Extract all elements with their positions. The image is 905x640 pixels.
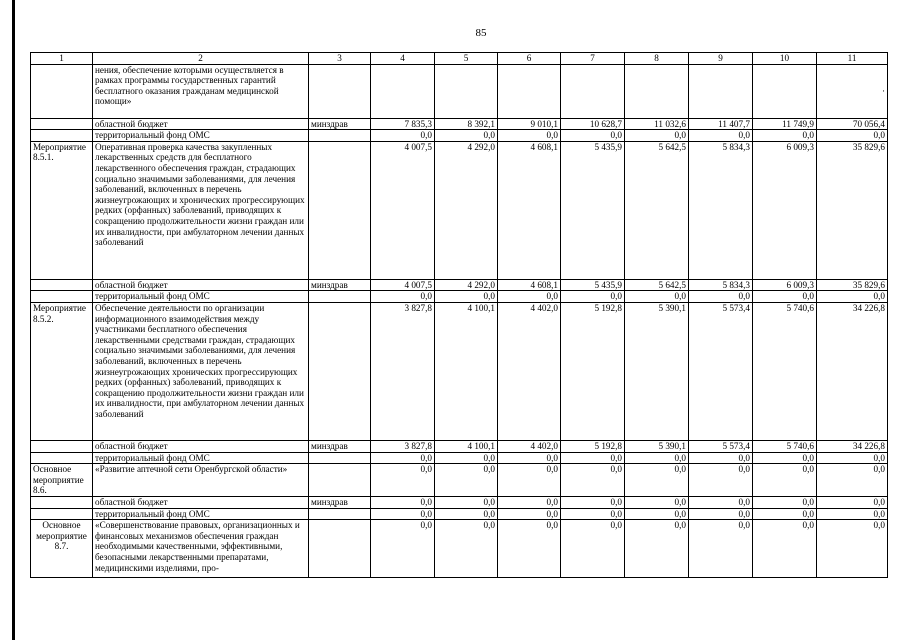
- table-cell: 4 402,0: [498, 440, 561, 452]
- table-cell: 6 009,3: [753, 141, 817, 279]
- table-cell: 0,0: [371, 130, 435, 142]
- table-cell: 5 740,6: [753, 440, 817, 452]
- table-cell: 0,0: [817, 496, 888, 508]
- table-cell: 0,0: [498, 508, 561, 520]
- table-cell: 0,0: [817, 291, 888, 303]
- table-cell: 0,0: [498, 291, 561, 303]
- col-header: 6: [498, 53, 561, 65]
- table-cell: 0,0: [817, 130, 888, 142]
- table-cell: 3 827,8: [371, 302, 435, 440]
- table-cell: 5 435,9: [561, 279, 625, 291]
- measure-description: нения, обеспечение которыми осуществляется в рамках программы государственных гарантий бесплатного оказания гражданам медицинской помощи»: [93, 64, 309, 118]
- table-cell: 0,0: [689, 464, 753, 497]
- table-cell: 0,0: [817, 464, 888, 497]
- table-cell: 0,0: [753, 464, 817, 497]
- table-cell: 7 835,3: [371, 118, 435, 130]
- table-cell: 4 007,5: [371, 141, 435, 279]
- table-cell: 4 100,1: [435, 302, 498, 440]
- funding-label: областной бюджет: [93, 279, 309, 291]
- table-row: [31, 118, 888, 130]
- table-cell: 5 834,3: [689, 141, 753, 279]
- measure-code: Основное мероприятие 8.6.: [31, 464, 93, 497]
- table-cell: 9 010,1: [498, 118, 561, 130]
- table-cell: 0,0: [817, 508, 888, 520]
- table-cell: 4 007,5: [371, 279, 435, 291]
- table-row: [31, 452, 888, 464]
- table-cell: 0,0: [435, 520, 498, 578]
- table-row: [31, 130, 888, 142]
- measure-description: Оперативная проверка качества закупленных лекарственных средств для бесплатного лекарственного обеспечения граждан, страдающих социально значимыми заболеваниями, для лечения заболеваний, включенных в перечень жизнеугрожающих и хронических прогрессирующих редких (орфанных) заболеваний, приводящих к сокращению продолжительности жизни граждан или их инвалидности, при амбулаторном лечении данных заболеваний: [93, 141, 309, 279]
- table-cell: 5 642,5: [625, 141, 689, 279]
- table-cell: 0,0: [561, 496, 625, 508]
- table-row: [31, 440, 888, 452]
- table-cell: 0,0: [561, 508, 625, 520]
- col-header: 4: [371, 53, 435, 65]
- table-cell: 0,0: [371, 496, 435, 508]
- table-cell: 5 192,8: [561, 302, 625, 440]
- col-header: 7: [561, 53, 625, 65]
- table-row: [31, 64, 888, 118]
- header-row: [31, 53, 888, 65]
- table-cell: 3 827,8: [371, 440, 435, 452]
- table-cell: 0,0: [498, 464, 561, 497]
- table-cell: 0,0: [625, 452, 689, 464]
- table-cell: 0,0: [498, 130, 561, 142]
- table-row: [31, 520, 888, 578]
- funding-label: территориальный фонд ОМС: [93, 452, 309, 464]
- table-cell: 0,0: [689, 520, 753, 578]
- table-cell: 4 100,1: [435, 440, 498, 452]
- table-cell: 5 740,6: [753, 302, 817, 440]
- table-cell: 0,0: [561, 520, 625, 578]
- table-cell: 0,0: [689, 496, 753, 508]
- table-cell: 4 608,1: [498, 279, 561, 291]
- measure-code: Мероприятие 8.5.1.: [31, 141, 93, 279]
- col-header: 5: [435, 53, 498, 65]
- measure-description: «Развитие аптечной сети Оренбургской области»: [93, 464, 309, 497]
- table-cell: 4 292,0: [435, 279, 498, 291]
- table-row: [31, 464, 888, 497]
- funding-label: областной бюджет: [93, 118, 309, 130]
- table-cell: 0,0: [753, 496, 817, 508]
- table-cell: 0,0: [689, 130, 753, 142]
- budget-table: [30, 52, 888, 578]
- table-cell: 0,0: [435, 464, 498, 497]
- table-cell: 0,0: [498, 496, 561, 508]
- table-cell: 0,0: [689, 508, 753, 520]
- table-cell: 0,0: [371, 508, 435, 520]
- table-row: [31, 496, 888, 508]
- dot-mark: ·: [881, 85, 885, 96]
- table-row: [31, 302, 888, 440]
- table-cell: 0,0: [689, 452, 753, 464]
- col-header: 1: [31, 53, 93, 65]
- table-cell: 5 435,9: [561, 141, 625, 279]
- table-cell: 5 573,4: [689, 302, 753, 440]
- table-row: [31, 279, 888, 291]
- table-cell: 4 292,0: [435, 141, 498, 279]
- table-cell: 0,0: [753, 520, 817, 578]
- table-cell: 11 407,7: [689, 118, 753, 130]
- table-cell: 0,0: [625, 291, 689, 303]
- table-cell: 0,0: [625, 520, 689, 578]
- table-cell: 0,0: [625, 496, 689, 508]
- table-cell: 70 056,4: [817, 118, 888, 130]
- table-cell: 0,0: [371, 291, 435, 303]
- table-cell: 0,0: [498, 520, 561, 578]
- table-cell: 0,0: [753, 508, 817, 520]
- table-cell: 11 749,9: [753, 118, 817, 130]
- col-header: 3: [309, 53, 371, 65]
- table-row: [31, 508, 888, 520]
- table-cell: 0,0: [561, 464, 625, 497]
- table-cell: 8 392,1: [435, 118, 498, 130]
- funding-label: областной бюджет: [93, 440, 309, 452]
- table-cell: 34 226,8: [817, 302, 888, 440]
- table-cell: 4 608,1: [498, 141, 561, 279]
- table-cell: 5 192,8: [561, 440, 625, 452]
- funding-label: территориальный фонд ОМС: [93, 291, 309, 303]
- table-cell: 0,0: [625, 508, 689, 520]
- table-cell: 0,0: [435, 508, 498, 520]
- table-cell: 0,0: [689, 291, 753, 303]
- measure-code: Мероприятие 8.5.2.: [31, 302, 93, 440]
- table-row: [31, 141, 888, 279]
- table-row: [31, 291, 888, 303]
- table-cell: 5 834,3: [689, 279, 753, 291]
- table-cell: 0,0: [625, 130, 689, 142]
- col-header: 10: [753, 53, 817, 65]
- col-header: 2: [93, 53, 309, 65]
- col-header: 11: [817, 53, 888, 65]
- table-cell: 4 402,0: [498, 302, 561, 440]
- table-cell: 0,0: [753, 291, 817, 303]
- col-header: 9: [689, 53, 753, 65]
- table-cell: 0,0: [435, 291, 498, 303]
- table-cell: 35 829,6: [817, 279, 888, 291]
- table-cell: 0,0: [371, 452, 435, 464]
- measure-code: Основное мероприятие 8.7.: [31, 520, 93, 578]
- table-cell: 0,0: [435, 130, 498, 142]
- measure-description: «Совершенствование правовых, организационных и финансовых механизмов обеспечения граждан необходимыми качественными, эффективными, безопасными лекарственными препаратами, медицинскими изделиями, про-: [93, 520, 309, 578]
- table-cell: 0,0: [817, 452, 888, 464]
- table-cell: 0,0: [371, 464, 435, 497]
- table-cell: 0,0: [561, 130, 625, 142]
- table-cell: 5 573,4: [689, 440, 753, 452]
- table-cell: 0,0: [435, 496, 498, 508]
- table-cell: 0,0: [371, 520, 435, 578]
- table-cell: 35 829,6: [817, 141, 888, 279]
- funding-label: территориальный фонд ОМС: [93, 130, 309, 142]
- executor: минздрав: [309, 440, 371, 452]
- table-cell: 34 226,8: [817, 440, 888, 452]
- table-cell: 0,0: [817, 520, 888, 578]
- table-cell: 5 390,1: [625, 440, 689, 452]
- table-cell: 11 032,6: [625, 118, 689, 130]
- table-cell: 0,0: [561, 452, 625, 464]
- executor: минздрав: [309, 118, 371, 130]
- table-cell: 10 628,7: [561, 118, 625, 130]
- table-cell: 0,0: [498, 452, 561, 464]
- funding-label: областной бюджет: [93, 496, 309, 508]
- table-cell: 0,0: [753, 130, 817, 142]
- table-cell: 5 390,1: [625, 302, 689, 440]
- table-cell: 5 642,5: [625, 279, 689, 291]
- funding-label: территориальный фонд ОМС: [93, 508, 309, 520]
- table-cell: 0,0: [561, 291, 625, 303]
- table-cell: 0,0: [435, 452, 498, 464]
- table-cell: 6 009,3: [753, 279, 817, 291]
- page-number: 85: [475, 27, 487, 39]
- col-header: 8: [625, 53, 689, 65]
- page-edge-bar: [12, 0, 15, 640]
- measure-description: Обеспечение деятельности по организации информационного взаимодействия между участниками бесплатного обеспечения лекарственными средствами граждан, страдающих социально значимыми заболеваниями, для лечения заболеваний, включенных в перечень жизнеугрожающих хронических прогрессирующих редких (орфанных) заболеваний, приводящих к сокращению продолжительности жизни граждан или их инвалидности, при амбулаторном лечении данных заболеваний: [93, 302, 309, 440]
- executor: минздрав: [309, 496, 371, 508]
- table-cell: 0,0: [625, 464, 689, 497]
- executor: минздрав: [309, 279, 371, 291]
- table-cell: 0,0: [753, 452, 817, 464]
